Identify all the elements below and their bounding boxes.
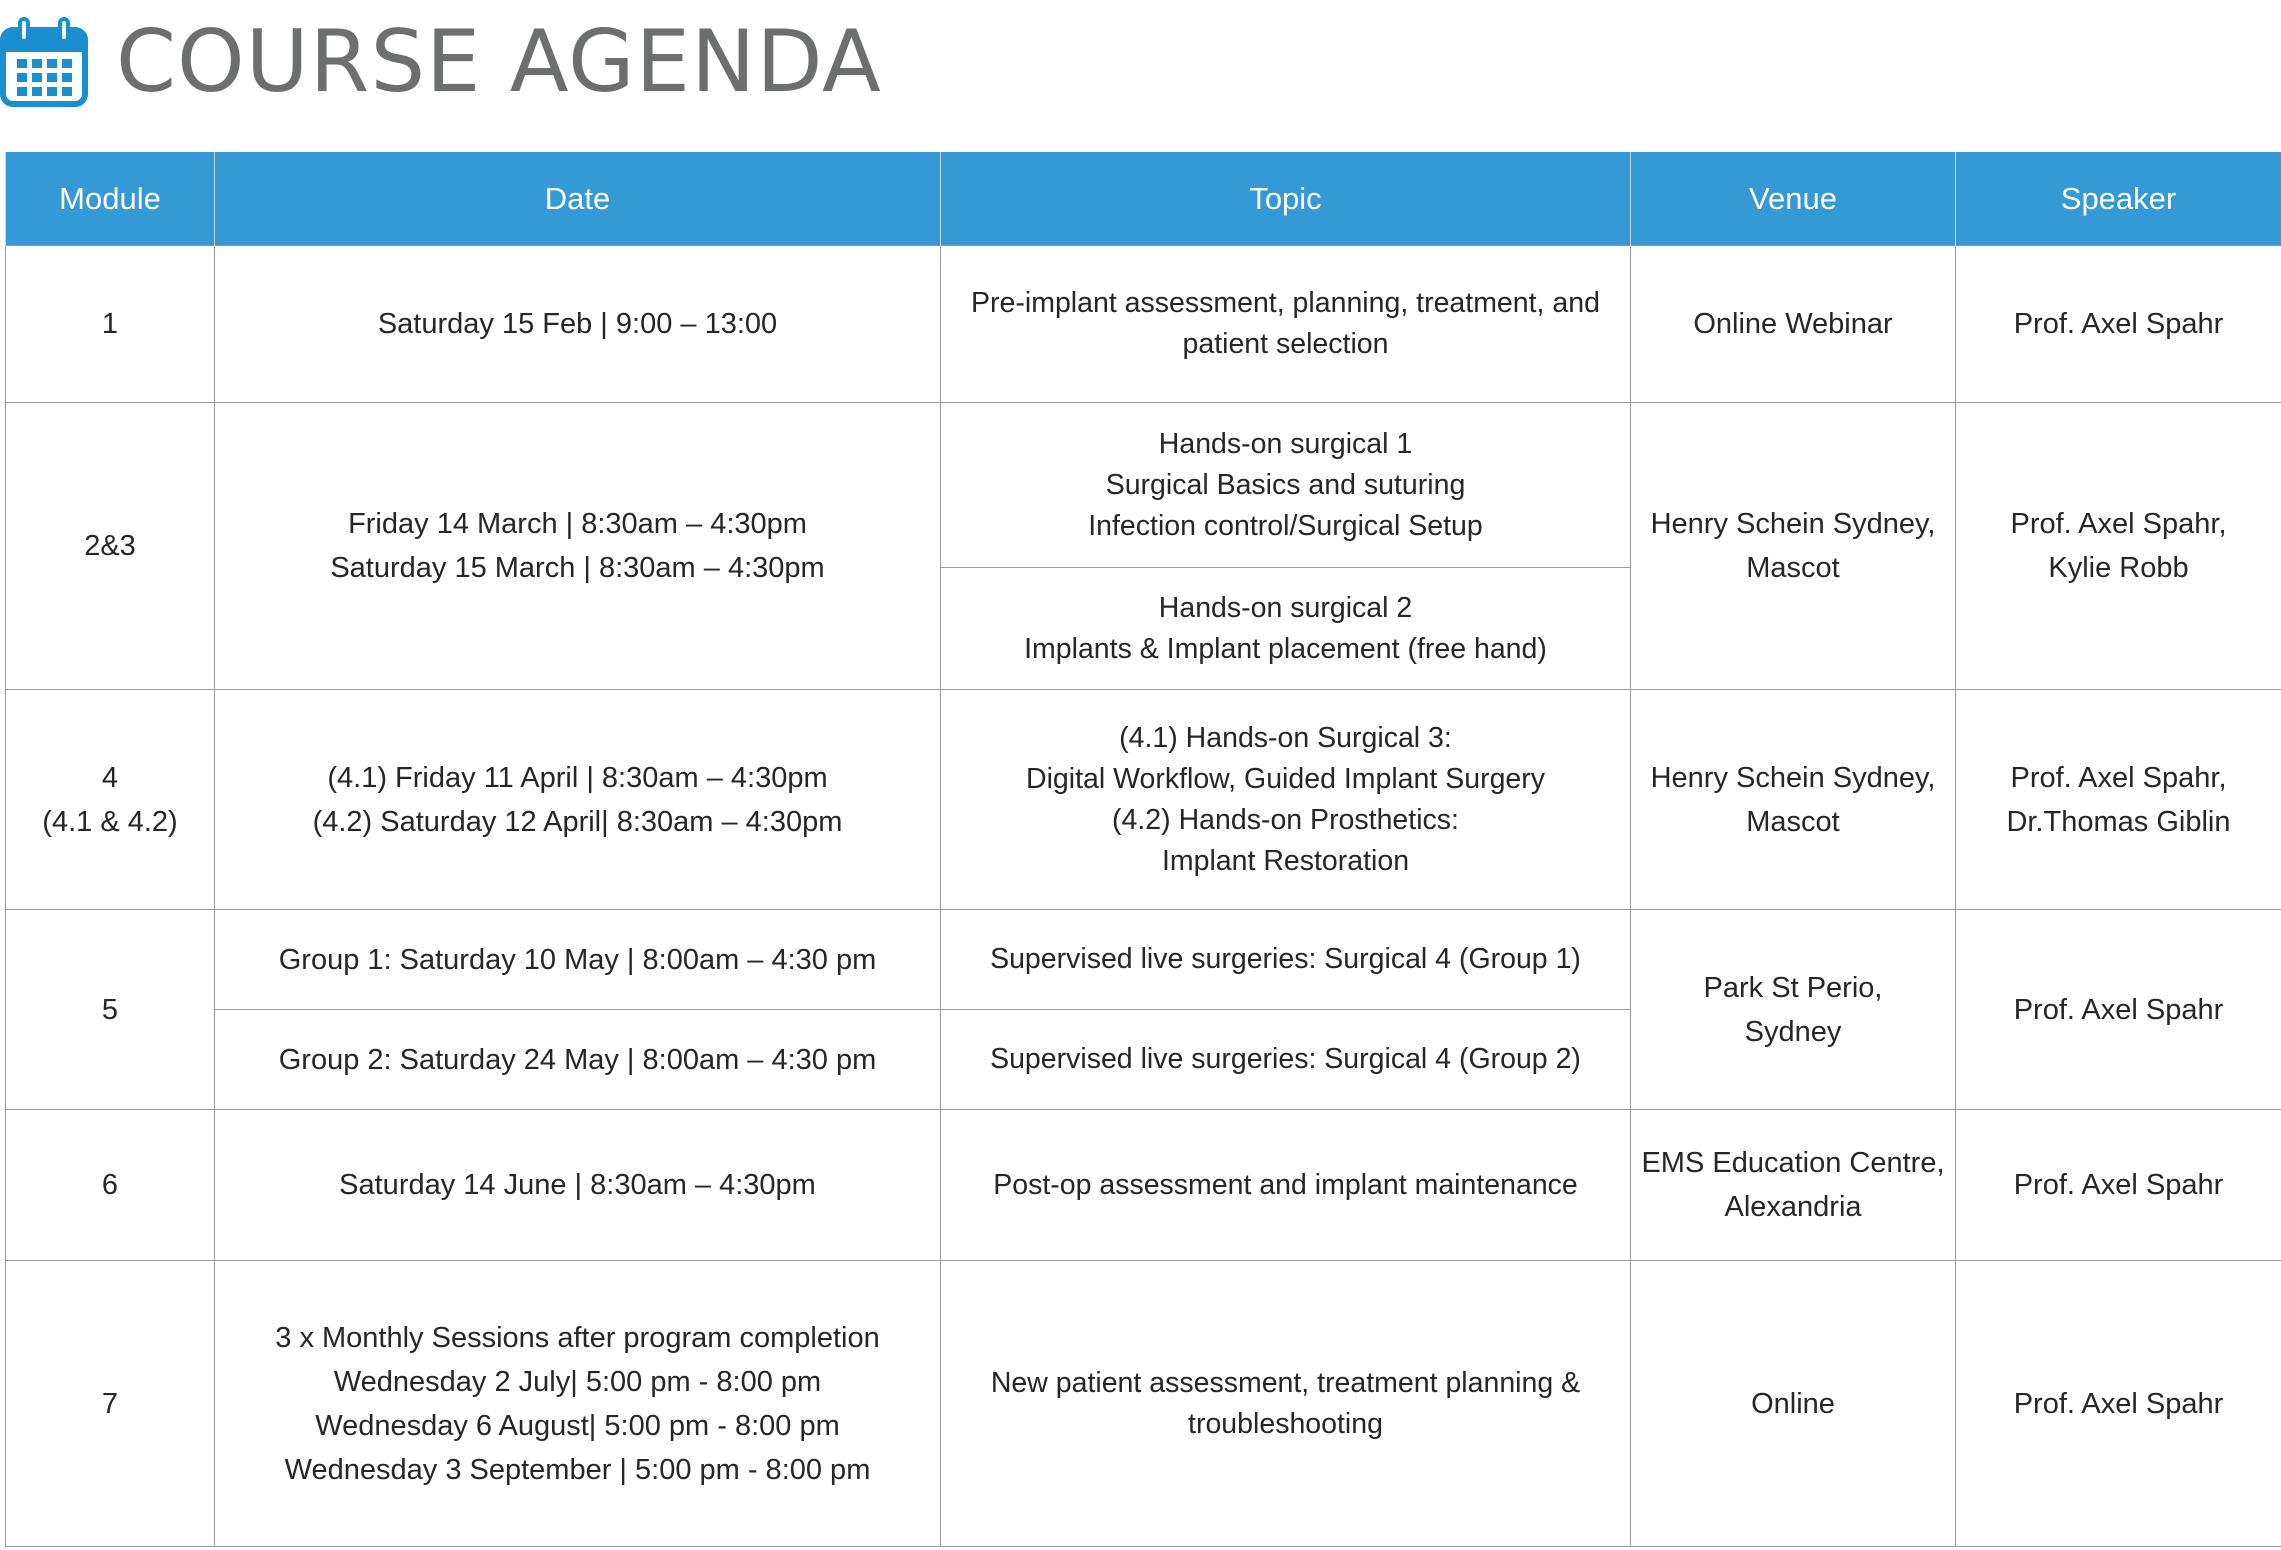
table-row — [6, 910, 2281, 1010]
date-text: Group 1: Saturday 10 May | 8:00am – 4:30 pm — [278, 943, 877, 976]
agenda-table — [5, 152, 2281, 1547]
venue-text: Sydney — [1744, 1015, 1842, 1048]
venue-text: Park St Perio, — [1703, 971, 1883, 1004]
module-cell — [6, 403, 215, 690]
venue-cell — [1631, 1261, 1956, 1547]
date-cell — [215, 1010, 941, 1110]
date-text: Friday 14 March | 8:30am – 4:30pm — [348, 508, 807, 540]
venue-cell — [1631, 403, 1956, 690]
topic-text: Digital Workflow, Guided Implant Surgery — [1025, 762, 1546, 795]
topic-text: Implant Restoration — [1161, 844, 1410, 877]
column-header-topic: Topic — [941, 152, 1631, 246]
topic-text: troubleshooting — [1188, 1407, 1383, 1440]
calendar-icon — [0, 16, 88, 108]
module-cell — [6, 1261, 215, 1547]
speaker-text: Kylie Robb — [2048, 552, 2189, 584]
date-cell — [215, 1261, 941, 1547]
date-cell — [215, 690, 941, 910]
date-cell — [215, 910, 941, 1010]
topic-cell — [941, 910, 1631, 1010]
column-header-speaker: Speaker — [1956, 152, 2281, 246]
topic-text: Surgical Basics and suturing — [1105, 468, 1466, 501]
topic-cell — [941, 568, 1631, 690]
topic-text: Post-op assessment and implant maintenance — [993, 1168, 1578, 1201]
venue-cell — [1631, 1110, 1956, 1261]
table-row — [6, 246, 2281, 403]
topic-text: Supervised live surgeries: Surgical 4 (Group 2) — [990, 1043, 1581, 1075]
table-row — [6, 1110, 2281, 1261]
date-text: Saturday 14 June | 8:30am – 4:30pm — [339, 1169, 816, 1201]
speaker-text: Prof. Axel Spahr, — [2010, 761, 2227, 794]
topic-cell — [941, 1261, 1631, 1547]
venue-text: Alexandria — [1724, 1191, 1862, 1223]
module-number: 4 — [101, 761, 119, 794]
venue-cell — [1631, 910, 1956, 1110]
module-number: 5 — [101, 993, 119, 1026]
speaker-cell — [1956, 403, 2281, 690]
column-header-module: Module — [6, 152, 215, 246]
topic-cell — [941, 690, 1631, 910]
venue-cell — [1631, 246, 1956, 403]
venue-text: Mascot — [1746, 805, 1840, 838]
date-text: (4.1) Friday 11 April | 8:30am – 4:30pm — [327, 761, 828, 794]
column-header-venue: Venue — [1631, 152, 1956, 246]
module-cell — [6, 1110, 215, 1261]
date-text: Group 2: Saturday 24 May | 8:00am – 4:30 pm — [278, 1043, 877, 1076]
header-row — [6, 152, 2281, 246]
venue-text: Online Webinar — [1693, 308, 1893, 340]
speaker-cell — [1956, 690, 2281, 910]
date-text: Saturday 15 March | 8:30am – 4:30pm — [330, 552, 825, 584]
date-text: (4.2) Saturday 12 April| 8:30am – 4:30pm — [312, 805, 843, 838]
page-title: COURSE AGENDA — [116, 12, 882, 112]
venue-text: Henry Schein Sydney, — [1650, 761, 1936, 794]
topic-text: Hands-on surgical 2 — [1158, 591, 1413, 624]
module-cell — [6, 690, 215, 910]
date-text: Wednesday 2 July| 5:00 pm - 8:00 pm — [333, 1365, 822, 1398]
venue-cell — [1631, 690, 1956, 910]
module-cell — [6, 246, 215, 403]
date-text: 3 x Monthly Sessions after program completion — [275, 1321, 880, 1354]
speaker-text: Prof. Axel Spahr — [2013, 993, 2224, 1026]
speaker-text: Prof. Axel Spahr, — [2010, 508, 2227, 540]
topic-text: Supervised live surgeries: Surgical 4 (Group 1) — [990, 943, 1581, 975]
module-number: 1 — [101, 308, 119, 340]
topic-cell — [941, 1110, 1631, 1261]
topic-cell — [941, 246, 1631, 403]
venue-text: Mascot — [1746, 552, 1840, 584]
date-text: Saturday 15 Feb | 9:00 – 13:00 — [377, 308, 778, 340]
date-text: Wednesday 6 August| 5:00 pm - 8:00 pm — [315, 1409, 840, 1442]
table-row — [6, 403, 2281, 568]
date-cell — [215, 403, 941, 690]
venue-text: Online — [1751, 1387, 1835, 1420]
module-cell — [6, 910, 215, 1110]
column-header-date: Date — [215, 152, 941, 246]
speaker-cell — [1956, 1261, 2281, 1547]
module-number: 6 — [101, 1169, 119, 1201]
venue-text: EMS Education Centre, — [1641, 1147, 1945, 1179]
date-cell — [215, 246, 941, 403]
topic-text: (4.2) Hands-on Prosthetics: — [1112, 803, 1459, 836]
module-number: 2&3 — [84, 530, 136, 562]
speaker-text: Dr.Thomas Giblin — [2006, 805, 2231, 838]
speaker-text: Prof. Axel Spahr — [2013, 1169, 2224, 1201]
topic-text: Infection control/Surgical Setup — [1088, 509, 1483, 542]
speaker-cell — [1956, 910, 2281, 1110]
venue-text: Henry Schein Sydney, — [1650, 508, 1936, 540]
topic-cell — [941, 403, 1631, 568]
topic-text: patient selection — [1182, 328, 1389, 360]
speaker-cell — [1956, 1110, 2281, 1261]
module-number: 7 — [101, 1387, 119, 1420]
topic-cell — [941, 1010, 1631, 1110]
header — [0, 14, 882, 110]
topic-text: New patient assessment, treatment planning & — [990, 1366, 1581, 1399]
topic-text: Pre-implant assessment, planning, treatment, and — [971, 287, 1600, 319]
topic-text: Implants & Implant placement (free hand) — [1024, 632, 1547, 665]
table-row — [6, 1261, 2281, 1547]
module-number: (4.1 & 4.2) — [42, 805, 178, 838]
topic-text: (4.1) Hands-on Surgical 3: — [1119, 721, 1452, 754]
speaker-text: Prof. Axel Spahr — [2013, 1387, 2224, 1420]
date-text: Wednesday 3 September | 5:00 pm - 8:00 pm — [284, 1453, 871, 1486]
speaker-text: Prof. Axel Spahr — [2013, 308, 2224, 340]
speaker-cell — [1956, 246, 2281, 403]
topic-text: Hands-on surgical 1 — [1158, 427, 1413, 460]
table-row — [6, 690, 2281, 910]
date-cell — [215, 1110, 941, 1261]
